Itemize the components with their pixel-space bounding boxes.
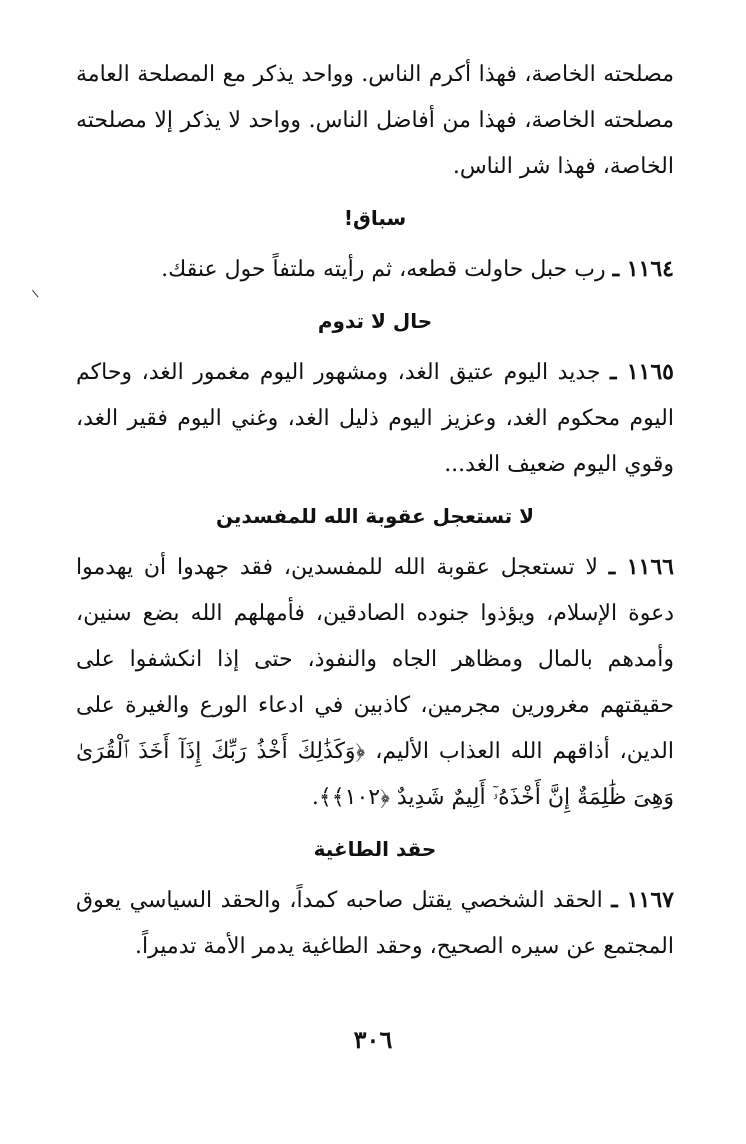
entry-number: ١١٦٦ ـ bbox=[608, 554, 674, 580]
section-heading-uquba: لا تستعجل عقوبة الله للمفسدين bbox=[215, 504, 535, 528]
entry-number: ١١٦٧ ـ bbox=[611, 887, 674, 913]
entry-number: ١١٦٥ ـ bbox=[610, 359, 674, 385]
entry-text: لا تستعجل عقوبة الله للمفسدين، فقد جهدوا أن يهدموا دعوة الإسلام، ويؤذوا جنوده الصادقين، فأمهلهم الله بضع سنين، وأمدهم بالمال ومظاهر الجاه والنفوذ، حتى إذا انكشفوا على حقيقتهم مغرورين مجرمين، كاذبين في ادعاء الورع والغيرة على الدين، أذاقهم الله العذاب الأليم، bbox=[76, 555, 674, 764]
entry-text: الحقد الشخصي يقتل صاحبه كمداً، والحقد السياسي يعوق المجتمع عن سيره الصحيح، وحقد الطاغية يدمر الأمة تدميراً. bbox=[76, 888, 674, 959]
entry-1167 bbox=[76, 877, 674, 970]
entry-1165 bbox=[76, 349, 674, 488]
entry-1164 bbox=[76, 246, 674, 293]
intro-line-1: مصلحته الخاصة، فهذا أكرم الناس. وواحد يذكر مع المصلحة bbox=[137, 62, 674, 87]
section-heading-sibaq: سباق! bbox=[343, 206, 407, 230]
quran-verse: ﴿وَكَذَٰلِكَ أَخْذُ رَبِّكَ إِذَآ أَخَذَ ٱلْقُرَىٰ وَهِىَ ظَٰلِمَةٌ إِنَّ أَخْذَهُۥٓ أَلِيمٌ شَدِيدٌ ﴿١٠٢﴾﴾ bbox=[76, 739, 674, 810]
intro-paragraph bbox=[76, 52, 674, 190]
intro-line-3: يذكر إلا مصلحته الخاصة، فهذا شر الناس. bbox=[76, 108, 674, 179]
page-body bbox=[76, 52, 674, 970]
entry-number: ١١٦٤ ـ bbox=[612, 256, 674, 282]
intro-line-2: العامة مصلحته الخاصة، فهذا من أفاضل الناس. وواحد لا bbox=[76, 62, 674, 133]
stray-mark bbox=[32, 285, 44, 297]
section-heading-hal: حال لا تدوم bbox=[317, 309, 433, 333]
entry-text: رب حبل حاولت قطعه، ثم رأيته ملتفاً حول عنقك. bbox=[161, 257, 606, 282]
entry-1166 bbox=[76, 544, 674, 821]
entry-end: . bbox=[311, 785, 319, 810]
entry-text: جديد اليوم عتيق الغد، ومشهور اليوم مغمور الغد، وحاكم اليوم محكوم الغد، وعزيز اليوم ذليل الغد، وغني اليوم فقير الغد، وقوي اليوم ضعيف الغد... bbox=[76, 360, 674, 477]
section-heading-hiqd: حقد الطاغية bbox=[313, 837, 437, 861]
page-number: ٣٠٦ bbox=[353, 1025, 393, 1054]
